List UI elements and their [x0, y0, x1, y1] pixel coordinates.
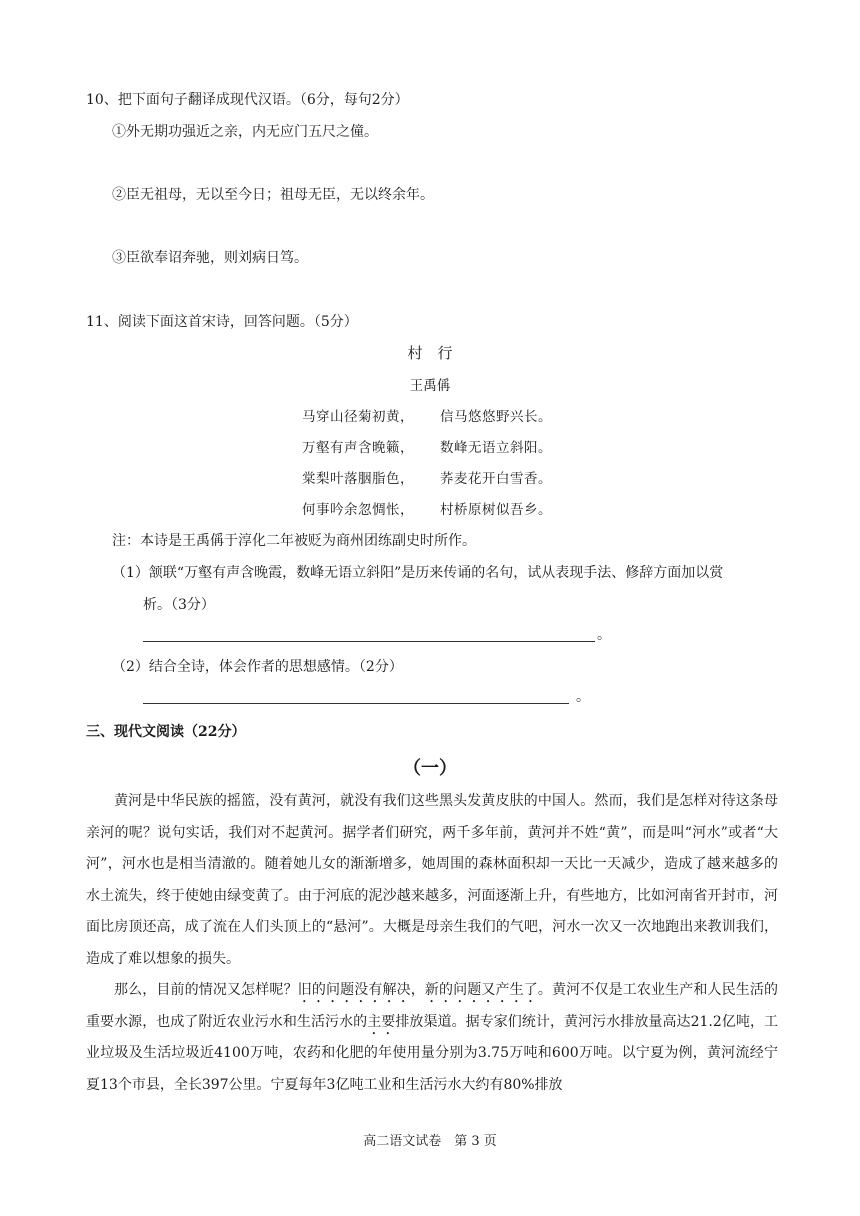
q11-sub1-line1: （1）颔联“万壑有声含晚霞，数峰无语立斜阳”是历来传诵的名句，试从表现手法、修辞方面加以赏 — [112, 565, 724, 581]
q10-sentence-3: ③臣欲奉诏奔驰，则刘病日笃。 — [112, 250, 308, 266]
section-3-title: 三、现代文阅读（22分） — [86, 724, 246, 740]
poem-line-1-left: 马穿山径菊初黄， — [302, 409, 414, 425]
poem-note: 注：本诗是王禹偁于淳化二年被贬为商州团练副史时所作。 — [112, 533, 476, 549]
article-paragraph-1: 黄河是中华民族的摇篮，没有黄河，就没有我们这些黑头发黄皮肤的中国人。然而，我们是怎样对待这条母亲河的呢？说句实话，我们对不起黄河。据学者们研究，两千多年前，黄河并不姓“黄”，而是叫“河水”或者“大河”，河水也是相当清澈的。随着她儿女的渐渐增多，她周围的森林面积却一天比一天减少，造成了越来越多的水土流失，终于使她由绿变黄了。由于河底的泥沙越来越多，河面逐渐上升，有些地方，比如河南省开封市，河面比房顶还高，成了流在人们头顶上的“悬河”。大概是母亲生我们的气吧，河水一次又一次地跑出来教训我们，造成了难以想象的损失。 — [86, 793, 778, 967]
page-footer: 高二语文试卷 第 3 页 — [363, 1134, 497, 1149]
poem-line-3-right: 荞麦花开白雪香。 — [440, 471, 552, 487]
q10-sentence-2: ②臣无祖母，无以至今日；祖母无臣，无以终余年。 — [112, 187, 434, 203]
answer-line-2[interactable] — [143, 703, 569, 704]
poem-line-4-right: 村桥原树似吾乡。 — [440, 502, 552, 518]
answer-line-2-end: 。 — [576, 689, 590, 705]
q10-sentence-1: ①外无期功强近之亲，内无应门五尺之僮。 — [112, 124, 378, 140]
poem-line-2-left: 万壑有声含晚籁， — [302, 440, 414, 456]
q11-sub2: （2）结合全诗，体会作者的思想感情。（2分） — [112, 659, 403, 675]
article-paragraph-2: 那么，目前的情况又怎样呢？旧的问题没有解决，新的问题又产生了。黄河不仅是工农业生产和人民生活的重要水源，也成了附近农业污水和生活污水的主要排放渠道。据专家们统计，黄河污水排放量高达21.2亿吨，工业垃圾及生活垃圾近4100万吨，农药和化肥的年使用量分别为3.75万吨和600万吨。以宁夏为例，黄河流经宁夏13个市县，全长397公里。宁夏每年3亿吨工业和生活污水大约有80%排放 — [86, 982, 779, 1093]
answer-line-1[interactable] — [143, 641, 595, 642]
emphasized-word: 主要 — [367, 1013, 396, 1030]
emphasized-sentence: 旧的问题没有解决，新的问题又产生了 — [297, 982, 538, 998]
question-10-title: 10、把下面句子翻译成现代汉语。（6分，每句2分） — [86, 92, 409, 108]
poem-line-3-left: 棠梨叶落胭脂色， — [302, 471, 414, 487]
poem-line-1-right: 信马悠悠野兴长。 — [440, 409, 552, 425]
answer-line-1-end: 。 — [597, 627, 611, 643]
poem-author: 王禹偁 — [409, 378, 451, 394]
poem-title: 村 行 — [407, 344, 453, 362]
poem-line-4-left: 何事吟余忽惆怅， — [302, 502, 414, 518]
article-body — [86, 786, 778, 1101]
q11-sub1-line2: 析。（3分） — [143, 597, 215, 613]
question-11-title: 11、阅读下面这首宋诗，回答问题。（5分） — [86, 314, 358, 330]
poem-line-2-right: 数峰无语立斜阳。 — [440, 440, 552, 456]
part-1-title: （一） — [403, 758, 457, 779]
